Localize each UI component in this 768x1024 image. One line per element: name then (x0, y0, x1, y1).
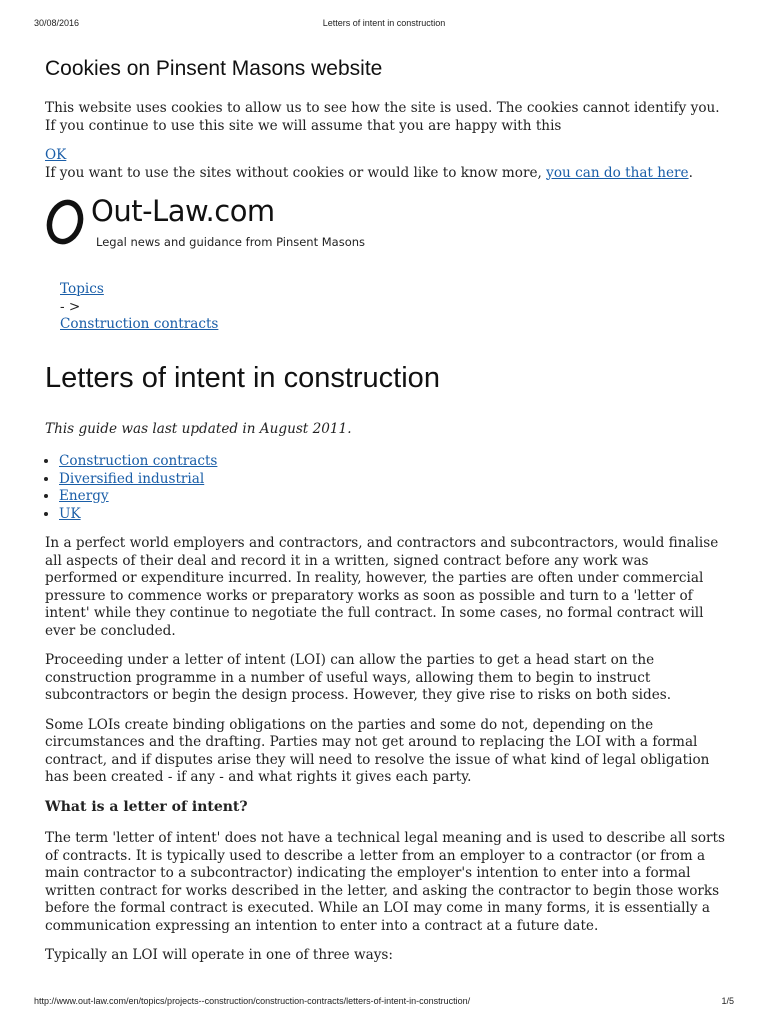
logo-wordmark: Out-Law.com (91, 194, 275, 228)
tag-item (59, 506, 725, 524)
tag-item (59, 488, 725, 506)
tag-link-diversified-industrial[interactable]: Diversified industrial (59, 470, 205, 487)
page-content (45, 56, 725, 965)
cookie-more-text (45, 165, 725, 183)
cookie-heading: Cookies on Pinsent Masons website (45, 57, 383, 80)
last-updated-note: This guide was last updated in August 2011. (45, 420, 352, 437)
intro-paragraph-3: Some LOIs create binding obligations on the parties and some do not, depending on the circumstances and the drafting. Parties may not get around to replacing the LOI with a formal contract, and if disputes arise they will need to resolve the issue of what kind of legal obligation has been created - if any - and what rights it gives each party. (45, 716, 710, 785)
tag-item (59, 471, 725, 489)
cookie-more-prefix: If you want to use the sites without cookies or would like to know more, (45, 164, 542, 181)
site-logo[interactable] (45, 192, 725, 256)
cookie-more-end: . (688, 164, 693, 181)
tag-link-construction-contracts[interactable]: Construction contracts (59, 453, 218, 469)
section-heading: What is a letter of intent? (45, 798, 248, 815)
section-paragraph-2: Typically an LOI will operate in one of three ways: (45, 947, 393, 963)
intro-paragraph-1: In a perfect world employers and contractors, and contractors and subcontractors, would finalise all aspects of their deal and record it in a written, signed contract before any work was performed or expenditure incurred. In reality, however, the parties are often under commercial pressure to commence works or preparatory works as soon as possible and turn to a 'letter of intent' while they continue to negotiate the full contract. In some cases, no formal contract will ever be concluded. (45, 535, 719, 639)
print-header (34, 18, 734, 30)
print-page-number: 1/5 (721, 996, 734, 1006)
print-footer (34, 996, 734, 1008)
breadcrumb-separator: - > (60, 298, 81, 315)
article-title: Letters of intent in construction (45, 361, 440, 394)
breadcrumb-current-link[interactable]: Construction contracts (60, 316, 219, 332)
tag-item (59, 453, 725, 471)
print-url: http://www.out-law.com/en/topics/projects--construction/construction-contracts/letters-of-intent-in-construction/ (34, 996, 471, 1006)
tag-link-uk[interactable]: UK (59, 505, 81, 522)
breadcrumb (60, 281, 725, 334)
tag-list (45, 453, 725, 523)
section-paragraph-1: The term 'letter of intent' does not have a technical legal meaning and is used to describe all sorts of contracts. It is typically used to describe a letter from an employer to a contractor (or from a main contractor to a subcontractor) indicating the employer's intention to enter into a formal written contract for works described in the letter, and asking the contractor to begin those works before the formal contract is executed. While an LOI may come in many forms, it is essentially a communication expressing an intention to enter into a contract at a future date. (45, 830, 725, 934)
logo-mark-icon (45, 198, 85, 246)
breadcrumb-topics-link[interactable]: Topics (60, 281, 104, 297)
cookie-text: This website uses cookies to allow us to see how the site is used. The cookies cannot identify you. If you continue to use this site we will assume that you are happy with this (45, 100, 720, 134)
cookie-settings-link[interactable]: you can do that here (546, 164, 689, 181)
print-page-title: Letters of intent in construction (322, 18, 446, 28)
cookie-ok-link[interactable]: OK (45, 147, 67, 163)
print-date: 30/08/2016 (34, 18, 80, 28)
tag-link-energy[interactable]: Energy (59, 488, 109, 504)
logo-tagline: Legal news and guidance from Pinsent Masons (96, 235, 366, 249)
intro-paragraph-2: Proceeding under a letter of intent (LOI) can allow the parties to get a head start on the construction programme in a number of useful ways, allowing them to begin to instruct subcontractors or begin the design process. However, they give rise to risks on both sides. (45, 652, 672, 703)
